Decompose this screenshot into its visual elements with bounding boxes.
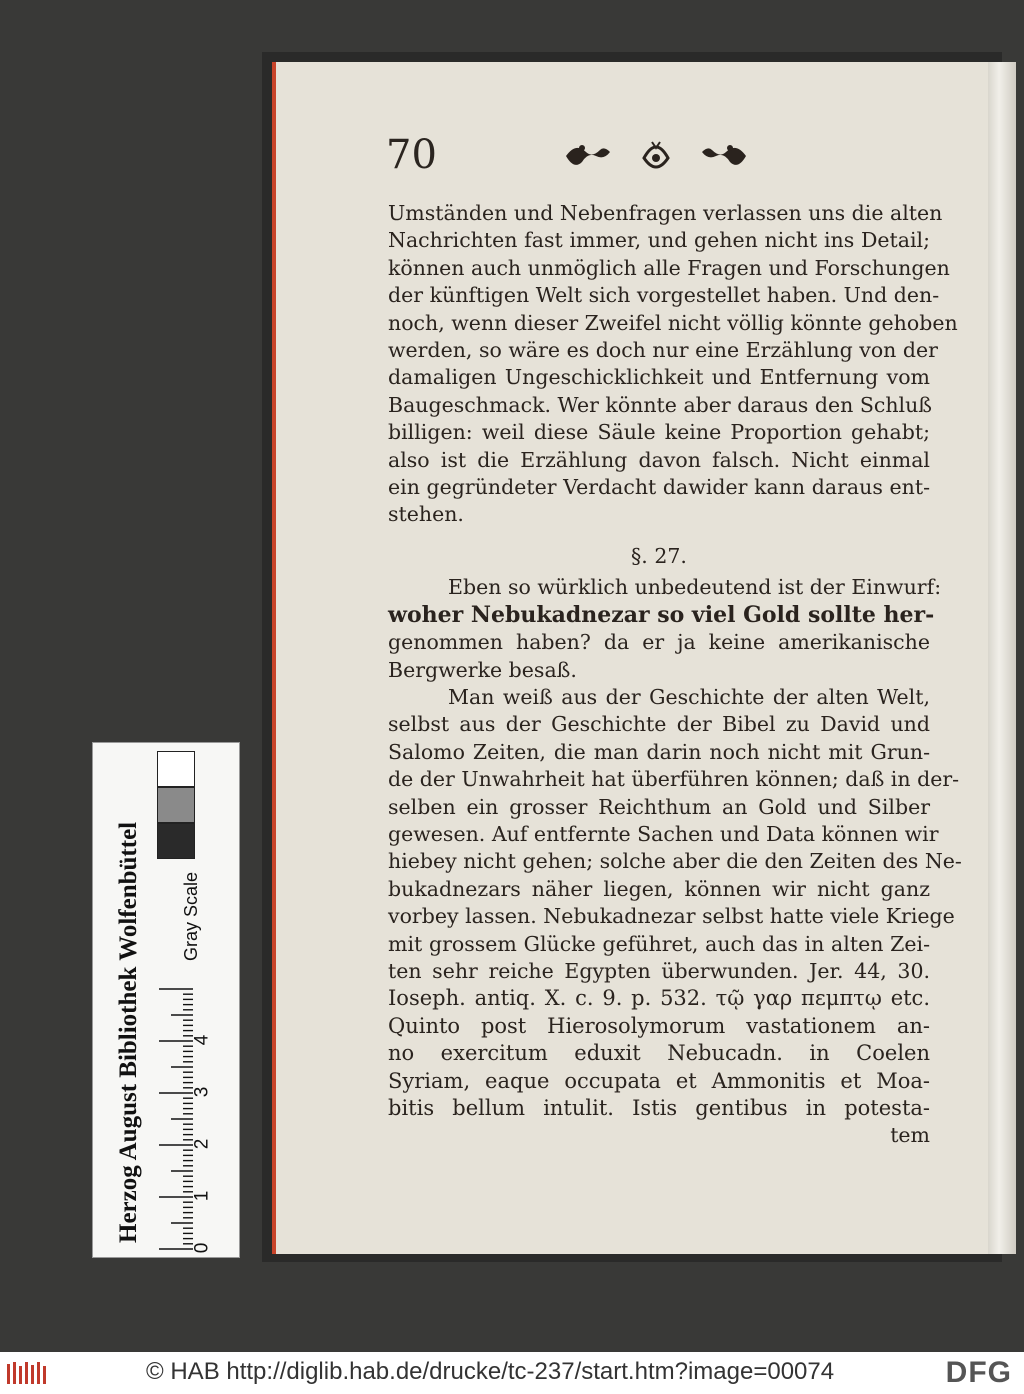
text-line: tem — [890, 1123, 930, 1148]
text-line: §. 27. — [631, 543, 687, 568]
color-calibration-strip — [92, 742, 240, 1258]
gray-patch — [157, 823, 195, 859]
text-line: Nachrichten fast immer, und gehen nicht ins Detail; — [388, 228, 930, 253]
text-line: Quinto post Hierosolymorum vastationem an- — [388, 1013, 930, 1038]
text-line: no exercitum eduxit Nebucadn. in Coelen — [388, 1041, 930, 1066]
ornament-icon — [556, 136, 756, 176]
text-line: ten sehr reiche Egypten überwunden. Jer. 44, 30. — [388, 958, 930, 983]
ruler-number: 0 — [191, 1242, 213, 1254]
text-line: bukadnezars näher liegen, können wir nicht ganz — [388, 876, 930, 901]
text-line: vorbey lassen. Nebukadnezar selbst hatte viele Kriege — [388, 904, 955, 929]
text-line: mit grossem Glücke geführet, auch das in alten Zei- — [388, 931, 930, 956]
text-line: billigen: weil diese Säule keine Proportion gehabt; — [388, 420, 930, 445]
ruler — [153, 987, 193, 1255]
page-number: 70 — [386, 132, 437, 178]
page-header — [386, 132, 946, 182]
text-line: genommen haben? da er ja keine amerikanische — [388, 630, 930, 655]
text-line: Salomo Zeiten, die man darin noch nicht mit Grun- — [388, 739, 930, 764]
text-line: Bergwerke besaß. — [388, 657, 577, 682]
gray-patch — [157, 751, 195, 787]
ruler-number: 4 — [191, 1034, 213, 1046]
text-line: damaligen Ungeschicklichkeit und Entfernung vom — [388, 365, 930, 390]
text-line: Umständen und Nebenfragen verlassen uns die alten — [388, 201, 943, 225]
ruler-number: 3 — [191, 1086, 213, 1098]
dfg-logo: DFG — [945, 1356, 1012, 1389]
page-body-text — [388, 200, 962, 1150]
text-line: hiebey nicht gehen; solche aber die den Zeiten des Ne- — [388, 849, 962, 874]
text-line: Man weiß aus der Geschichte der alten Welt, — [448, 684, 930, 709]
page-edge — [988, 62, 1016, 1254]
hab-logo-icon — [6, 1360, 48, 1386]
gray-patch — [157, 787, 195, 823]
text-line: Syriam, eaque occupata et Ammonitis et Moa- — [388, 1068, 930, 1093]
text-line: ein gegründeter Verdacht dawider kann daraus ent- — [388, 475, 930, 500]
text-line: stehen. — [388, 502, 464, 527]
footer-bar — [0, 1352, 1024, 1394]
book-page — [272, 62, 988, 1254]
text-line: noch, wenn dieser Zweifel nicht völlig könnte gehoben — [388, 310, 958, 335]
text-line: woher Nebukadnezar so viel Gold sollte her- — [388, 601, 935, 628]
text-line: der künftigen Welt sich vorgestellet haben. Und den- — [388, 283, 940, 308]
footer-copyright-link[interactable]: © HAB http://diglib.hab.de/drucke/tc-237/start.htm?image=00074 — [146, 1358, 835, 1385]
text-line: also ist die Erzählung davon falsch. Nicht einmal — [388, 447, 930, 472]
text-line: selben ein grosser Reichthum an Gold und Silber — [388, 794, 930, 819]
library-name: Herzog August Bibliothek Wolfenbüttel — [115, 821, 142, 1243]
ruler-number: 2 — [191, 1138, 213, 1150]
text-line: Baugeschmack. Wer könnte aber daraus den Schluß — [388, 392, 933, 417]
text-line: können auch unmöglich alle Fragen und Forschungen — [388, 255, 950, 280]
text-line: gewesen. Auf entfernte Sachen und Data können wir — [388, 821, 939, 846]
text-line: werden, so wäre es doch nur eine Erzählung von der — [388, 338, 938, 363]
ruler-number: 1 — [191, 1190, 213, 1202]
gray-scale-label: Gray Scale — [181, 871, 201, 961]
text-line: selbst aus der Geschichte der Bibel zu David und — [388, 712, 930, 737]
text-line: Ioseph. antiq. X. c. 9. p. 532. τῷ γαρ πεμπτῳ etc. — [388, 986, 930, 1011]
text-line: de der Unwahrheit hat überführen können; daß in der- — [388, 767, 960, 792]
text-line: Eben so würklich unbedeutend ist der Einwurf: — [448, 575, 942, 600]
text-line: bitis bellum intulit. Istis gentibus in potesta- — [388, 1096, 930, 1120]
